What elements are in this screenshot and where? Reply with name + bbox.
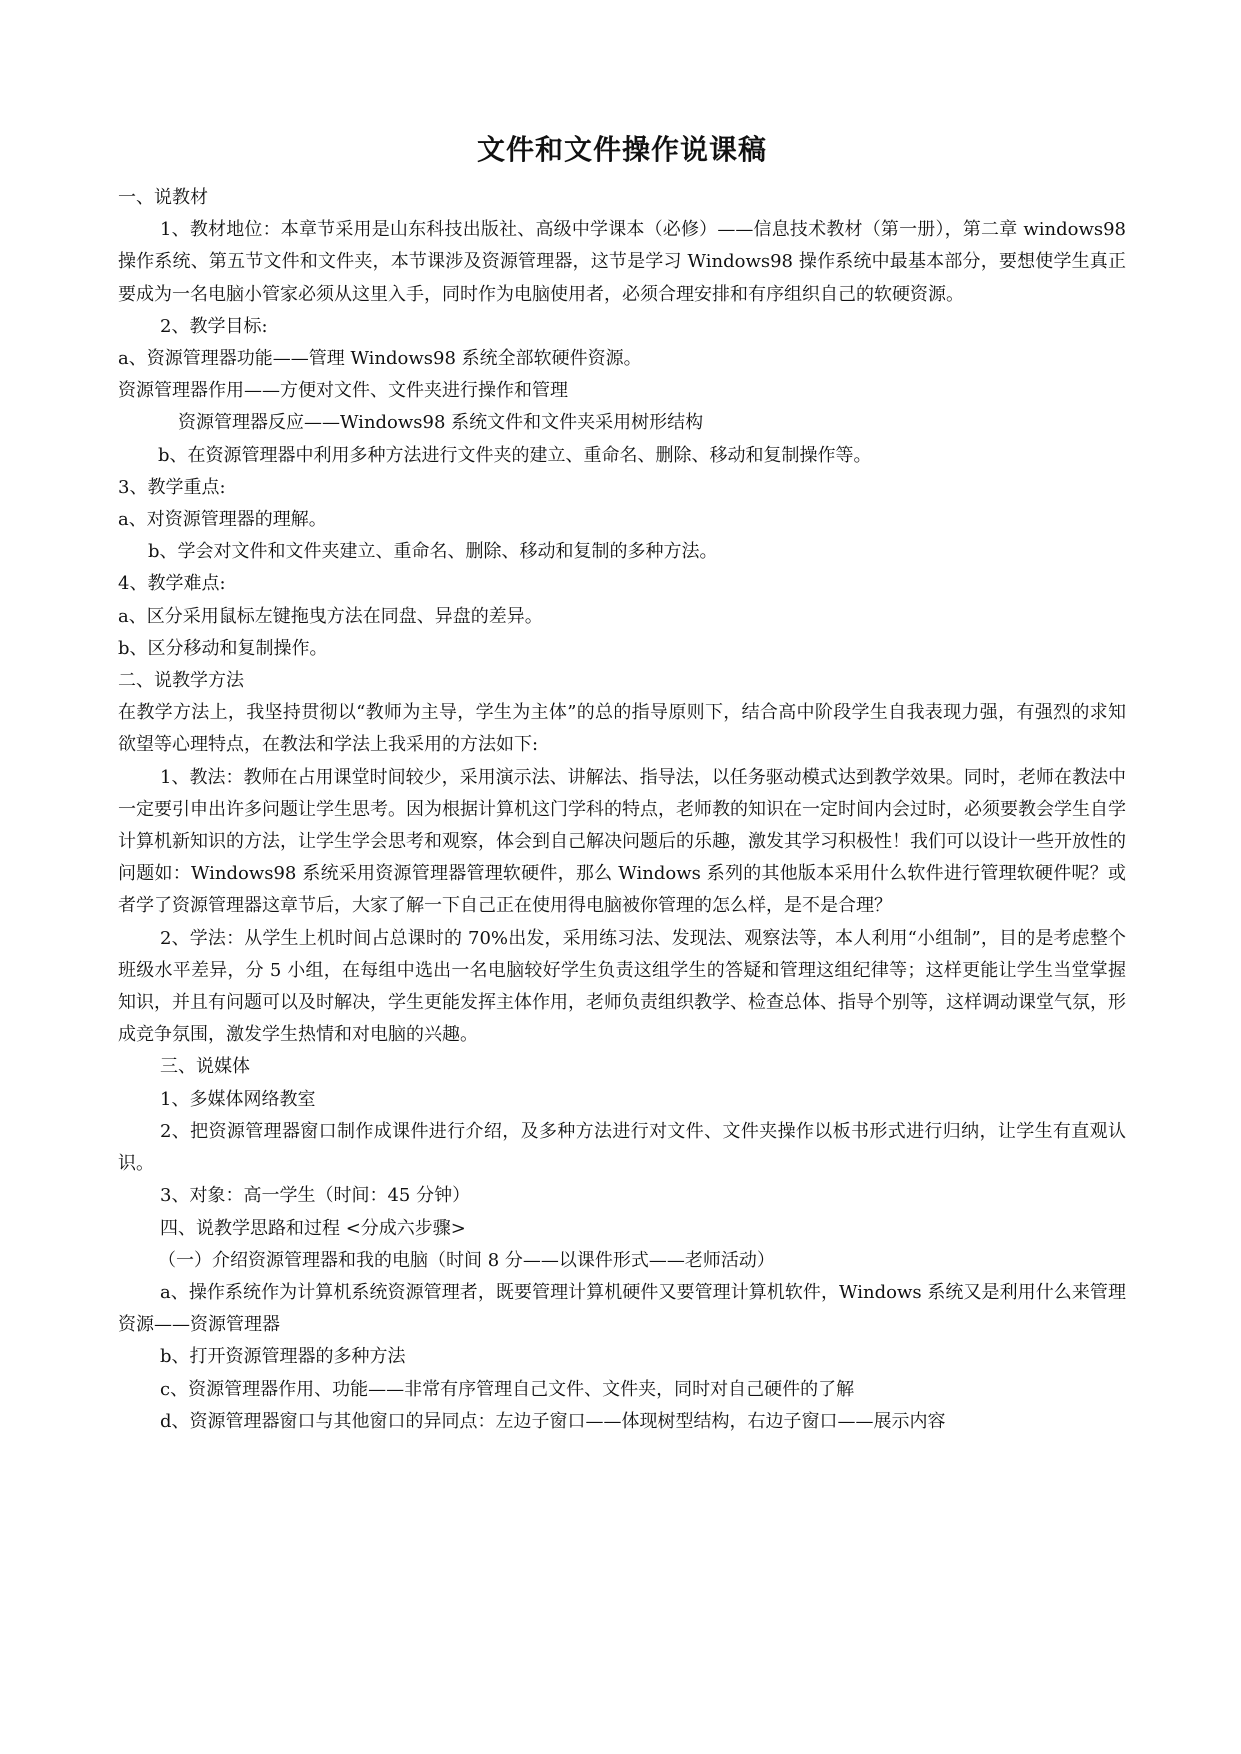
paragraph: 3、教学重点: [118,476,226,498]
paragraph: 四、说教学思路和过程 <分成六步骤> [160,1217,466,1239]
paragraph: 2、学法：从学生上机时间占总课时的 70%出发，采用练习法、发现法、观察法等，本人利用“小组制”，目的是考虑整个班级水平差异，分 5 小组，在每组中选出一名电脑较好学生负责这组学生的答疑和管理这组纪律等；这样更能让学生当堂掌握知识，并且有问题可以及时解决，学生更能发挥主体作用，老师负责组织教学、检查总体、指导个别等，这样调动课堂气氛，形成竞争氛围，激发学生热情和对电脑的兴趣。 [118,927,1126,1046]
document-page [118,128,1126,1438]
paragraph: d、资源管理器窗口与其他窗口的异同点：左边子窗口——体现树型结构，右边子窗口——展示内容 [160,1410,946,1432]
paragraph: 2、把资源管理器窗口制作成课件进行介绍，及多种方法进行对文件、文件夹操作以板书形式进行归纳，让学生有直观认识。 [118,1120,1126,1175]
paragraph: 1、教材地位：本章节采用是山东科技出版社、高级中学课本（必修）——信息技术教材（第一册），第二章 windows98 操作系统、第五节文件和文件夹，本节课涉及资源管理器，这节是学习 Windows98 操作系统中最基本部分，要想使学生真正要成为一名电脑小管家必须从这里入手，同时作为电脑使用者，必须合理安排和有序组织自己的软硬资源。 [118,219,1126,305]
paragraph: c、资源管理器作用、功能——非常有序管理自己文件、文件夹，同时对自己硬件的了解 [160,1378,855,1400]
paragraph: a、操作系统作为计算机系统资源管理者，既要管理计算机硬件又要管理计算机软件，Windows 系统又是利用什么来管理资源——资源管理器 [118,1281,1126,1336]
paragraph: 1、教法：教师在占用课堂时间较少，采用演示法、讲解法、指导法，以任务驱动模式达到教学效果。同时，老师在教法中一定要引申出许多问题让学生思考。因为根据计算机这门学科的特点，老师教的知识在一定时间内会过时，必须要教会学生自学计算机新知识的方法，让学生学会思考和观察，体会到自己解决问题后的乐趣，激发其学习积极性！我们可以设计一些开放性的问题如：Windows98 系统采用资源管理器管理软硬件，那么 Windows 系列的其他版本采用什么软件进行管理软硬件呢？或者学了资源管理器这章节后，大家了解一下自己正在使用得电脑被你管理的怎么样，是不是合理？ [118,766,1126,917]
paragraph: 1、多媒体网络教室 [160,1088,316,1110]
paragraph: b、打开资源管理器的多种方法 [160,1346,406,1368]
paragraph: a、区分采用鼠标左键拖曳方法在同盘、异盘的差异。 [118,605,543,627]
paragraph: b、学会对文件和文件夹建立、重命名、删除、移动和复制的多种方法。 [148,541,718,563]
paragraph: 4、教学难点: [118,573,226,595]
paragraph: 三、说媒体 [160,1056,250,1078]
document-title: 文件和文件操作说课稿 [476,133,767,166]
paragraph: a、对资源管理器的理解。 [118,509,327,531]
document-body [118,182,1126,1438]
paragraph: b、在资源管理器中利用多种方法进行文件夹的建立、重命名、删除、移动和复制操作等。 [158,444,872,466]
paragraph: 一、说教材 [118,187,208,208]
paragraph: 在教学方法上，我坚持贯彻以“教师为主导，学生为主体”的总的指导原则下，结合高中阶段学生自我表现力强，有强烈的求知欲望等心理特点，在教法和学法上我采用的方法如下: [118,702,1126,756]
paragraph: 资源管理器反应——Windows98 系统文件和文件夹采用树形结构 [178,412,704,434]
paragraph: 2、教学目标: [160,315,268,337]
paragraph: 资源管理器作用——方便对文件、文件夹进行操作和管理 [118,380,568,402]
paragraph: a、资源管理器功能——管理 Windows98 系统全部软硬件资源。 [118,348,642,370]
paragraph: b、区分移动和复制操作。 [118,637,328,659]
paragraph: 3、对象：高一学生（时间：45 分钟） [160,1185,471,1207]
paragraph: （一）介绍资源管理器和我的电脑（时间 8 分——以课件形式——老师活动） [158,1249,775,1271]
paragraph: 二、说教学方法 [118,670,244,692]
